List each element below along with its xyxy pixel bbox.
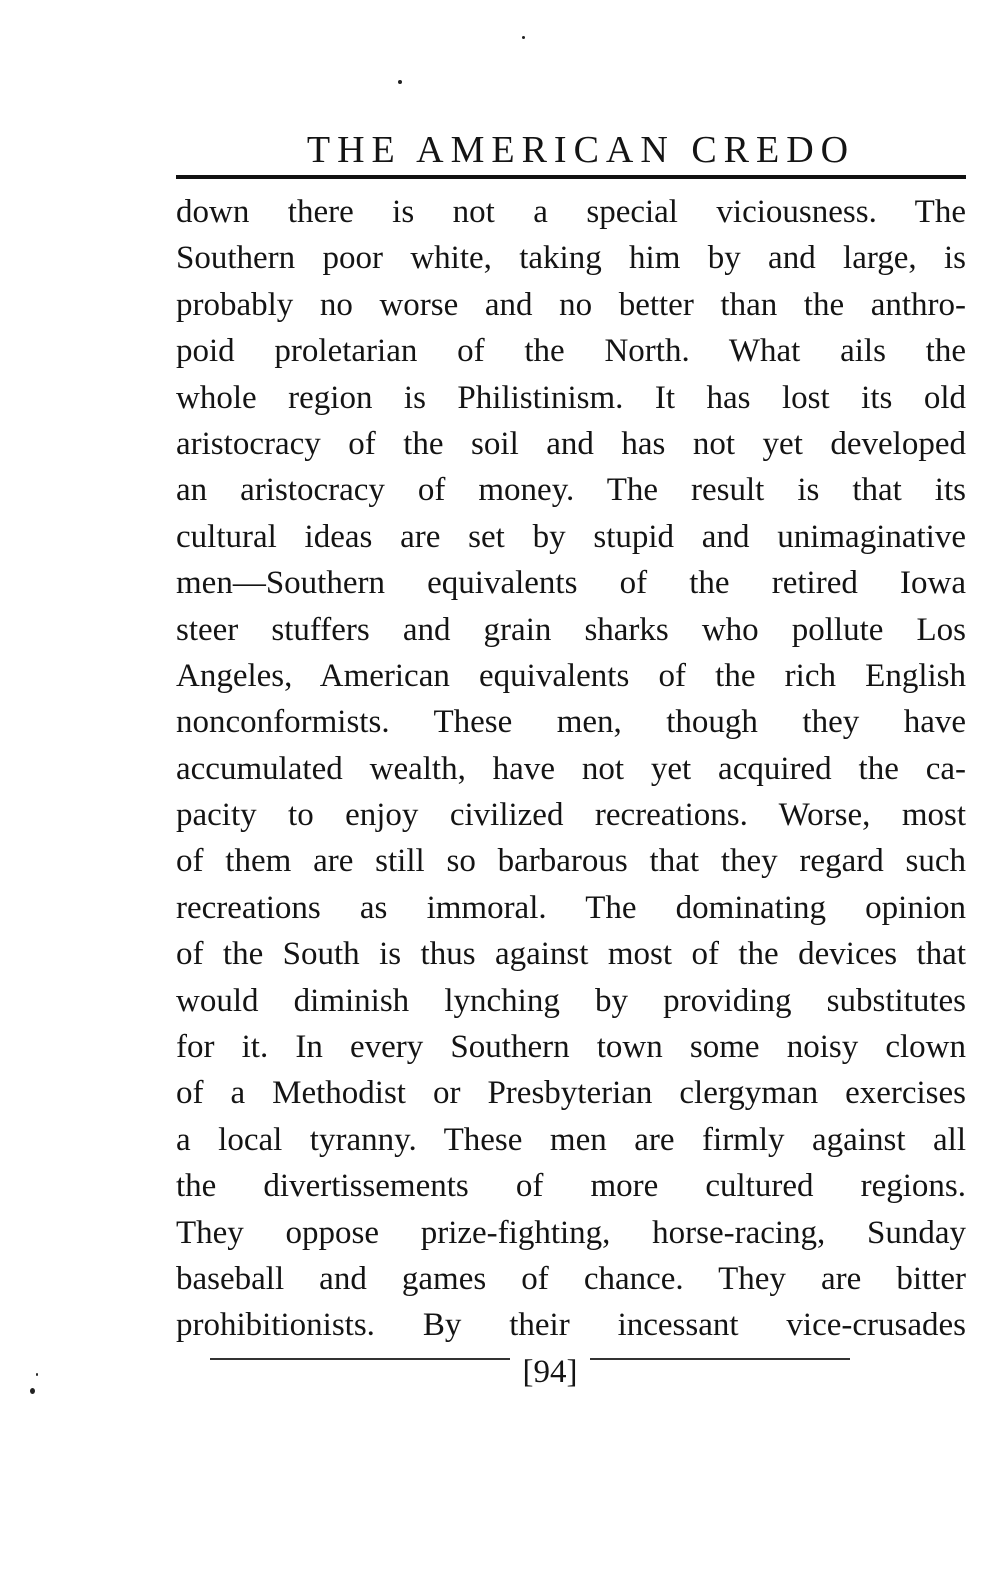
page-header: [176, 125, 966, 175]
text-line: aristocracy of the soil and has not yet developed: [176, 425, 966, 462]
text-line: prohibitionists. By their incessant vice-crusades: [176, 1307, 966, 1344]
text-line: accumulated wealth, have not yet acquired the ca-: [176, 750, 966, 787]
text-line: poid proletarian of the North. What ails the: [176, 333, 966, 370]
text-line: would diminish lynching by providing substitutes: [176, 982, 966, 1019]
text-line: of them are still so barbarous that they regard such: [176, 843, 966, 880]
footer-rule-left: [210, 1358, 510, 1360]
text-line: pacity to enjoy civilized recreations. Worse, most: [176, 797, 966, 834]
page-footer: [210, 1352, 850, 1402]
text-line: a local tyranny. These men are firmly against all: [176, 1121, 966, 1158]
text-line: baseball and games of chance. They are bitter: [176, 1260, 966, 1297]
text-line: cultural ideas are set by stupid and unimaginative: [176, 518, 966, 555]
text-line: the divertissements of more cultured regions.: [176, 1168, 966, 1205]
print-speck: [398, 80, 402, 84]
text-line: recreations as immoral. The dominating opinion: [176, 889, 966, 926]
page-number: [94]: [522, 1354, 578, 1390]
header-rule: [176, 175, 966, 179]
text-line: men—Southern equivalents of the retired Iowa: [176, 565, 966, 602]
print-speck: [522, 36, 525, 39]
text-line: Southern poor white, taking him by and large, is: [176, 240, 966, 277]
text-line: Angeles, American equivalents of the rich English: [176, 657, 966, 694]
text-line: down there is not a special viciousness. The: [176, 194, 966, 230]
running-head: THE AMERICAN CREDO: [306, 129, 856, 171]
text-line: They oppose prize-fighting, horse-racing, Sunday: [176, 1214, 966, 1251]
text-line: of a Methodist or Presbyterian clergyman exercises: [176, 1075, 966, 1112]
text-line: steer stuffers and grain sharks who pollute Los: [176, 611, 966, 648]
text-line: for it. In every Southern town some noisy clown: [176, 1029, 966, 1066]
text-line: of the South is thus against most of the devices that: [176, 936, 966, 973]
body-text: [176, 189, 966, 1349]
footer-rule-right: [590, 1358, 850, 1360]
print-speck: [36, 1373, 38, 1376]
text-line: nonconformists. These men, though they have: [176, 704, 966, 741]
text-line: an aristocracy of money. The result is that its: [176, 472, 966, 509]
text-line: probably no worse and no better than the anthro-: [176, 286, 966, 323]
text-line: whole region is Philistinism. It has lost its old: [176, 379, 966, 416]
print-speck: [30, 1388, 35, 1394]
